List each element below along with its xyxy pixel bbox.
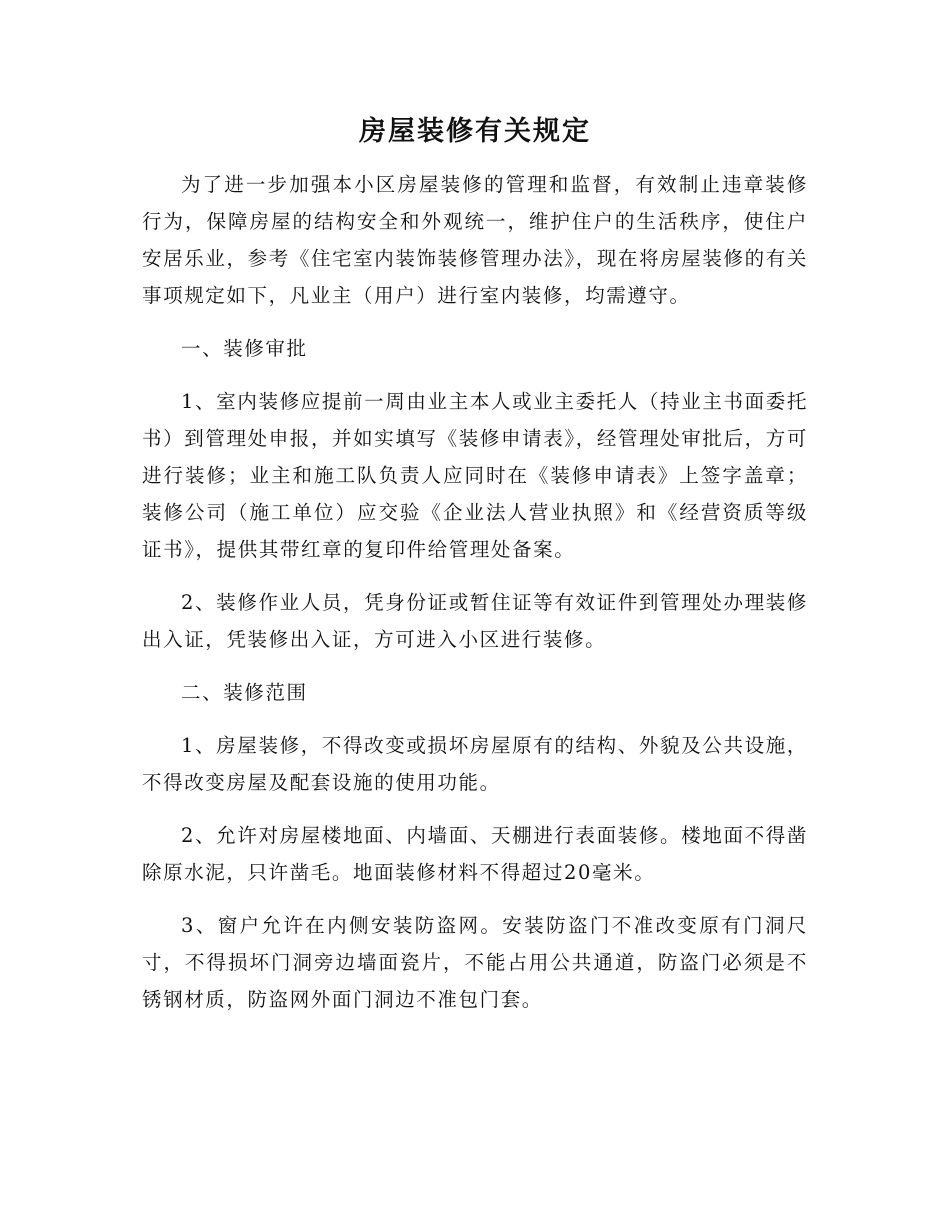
- scope-paragraph-1: 1、房屋装修，不得改变或损坏房屋原有的结构、外貌及公共设施，不得改变房屋及配套设施的使用功能。: [142, 734, 808, 794]
- document-body: [142, 166, 808, 1034]
- section-heading-scope: 二、装修范围: [181, 681, 308, 704]
- intro-paragraph: 为了进一步加强本小区房屋装修的管理和监督，有效制止违章装修行为，保障房屋的结构安全和外观统一，维护住户的生活秩序，使住户安居乐业，参考《住宅室内装饰装修管理办法》，现在将房屋装修的有关事项规定如下，凡业主（用户）进行室内装修，均需遵守。: [142, 173, 808, 307]
- document-title: 房屋装修有关规定: [359, 116, 591, 147]
- scope-paragraph-2: 2、允许对房屋楼地面、内墙面、天棚进行表面装修。楼地面不得凿除原水泥，只许凿毛。地面装修材料不得超过20毫米。: [142, 824, 808, 884]
- scope-paragraph-3: 3、窗户允许在内侧安装防盗网。安装防盗门不准改变原有门洞尺寸，不得损坏门洞旁边墙面瓷片，不能占用公共通道，防盗门必须是不锈钢材质，防盗网外面门洞边不准包门套。: [142, 914, 808, 1011]
- approval-paragraph-2: 2、装修作业人员，凭身份证或暂住证等有效证件到管理处办理装修出入证，凭装修出入证，方可进入小区进行装修。: [142, 591, 808, 651]
- section-heading-approval: 一、装修审批: [181, 337, 308, 360]
- approval-paragraph-1: 1、室内装修应提前一周由业主本人或业主委托人（持业主书面委托书）到管理处申报，并如实填写《装修申请表》，经管理处审批后，方可进行装修；业主和施工队负责人应同时在《装修申请表》上签字盖章；装修公司（施工单位）应交验《企业法人营业执照》和《经营资质等级证书》，提供其带红章的复印件给管理处备案。: [142, 390, 808, 561]
